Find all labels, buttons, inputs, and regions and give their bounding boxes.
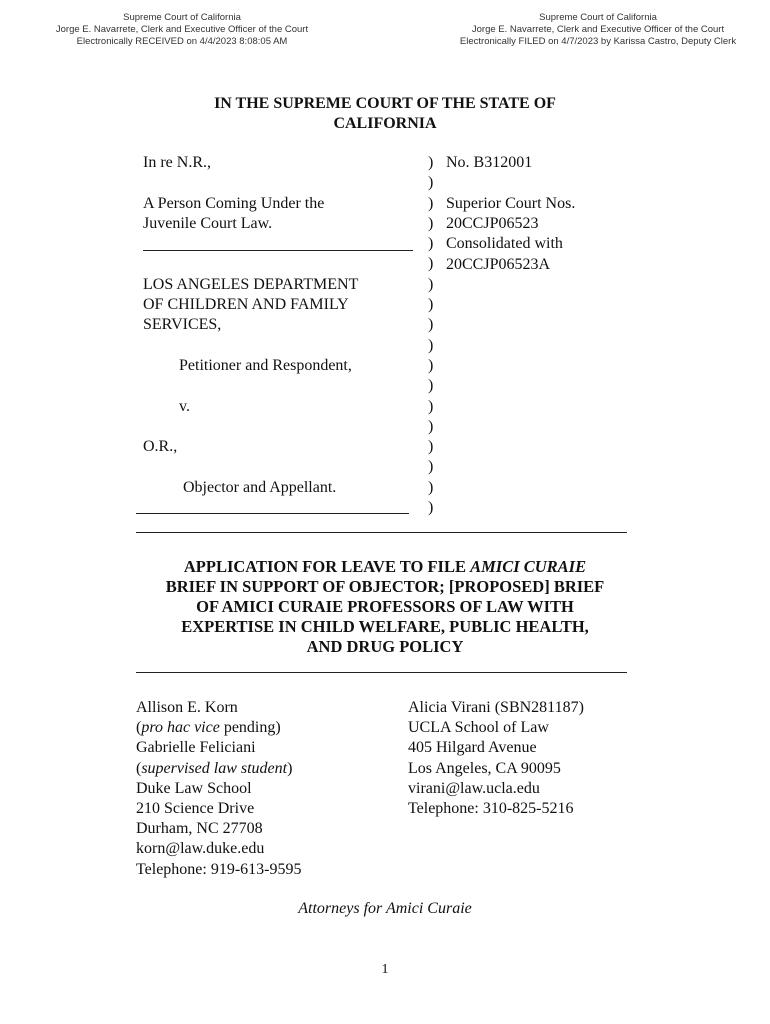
counsel-status-korn-italic: pro hac vice (141, 719, 220, 737)
court-title-line2: CALIFORNIA (333, 115, 437, 132)
paren: ) (428, 235, 434, 253)
counsel-right-phone: Telephone: 310-825-5216 (408, 799, 574, 817)
counsel-status-feliciani-italic: supervised law student (141, 759, 288, 777)
case-number: No. B312001 (446, 154, 533, 171)
paren: ) (428, 194, 434, 212)
application-title-line3: OF AMICI CURAIE PROFESSORS OF LAW WITH (196, 597, 574, 616)
caption-paren-column (428, 153, 433, 518)
versus: v. (179, 398, 190, 415)
paren: ) (428, 458, 434, 476)
counsel-name-feliciani: Gabrielle Feliciani (136, 739, 256, 757)
person-line2: Juvenile Court Law. (143, 215, 273, 232)
petitioner-line3: SERVICES, (143, 316, 222, 333)
received-stamp-court: Supreme Court of California (123, 12, 241, 23)
paren: ) (428, 214, 434, 232)
paren: ) (428, 438, 434, 456)
counsel-left-email: korn@law.duke.edu (136, 840, 265, 858)
filed-stamp-clerk: Jorge E. Navarrete, Clerk and Executive Officer of the Court (471, 24, 725, 35)
consolidated-with: Consolidated with (446, 235, 563, 252)
counsel-status-korn-suffix: pending) (219, 719, 281, 737)
paren: ) (428, 316, 434, 334)
paren: ) (428, 478, 434, 496)
counsel-left (136, 698, 302, 880)
paren: ) (428, 499, 434, 517)
paren: ) (428, 154, 434, 171)
court-title (150, 94, 620, 134)
court-title-line1: IN THE SUPREME COURT OF THE STATE OF (214, 95, 556, 112)
filed-stamp-court: Supreme Court of California (539, 12, 657, 23)
caption-divider-lower (136, 513, 409, 514)
application-title-line1-italic: AMICI CURAIE (470, 557, 587, 576)
counsel-right-email: virani@law.ucla.edu (408, 779, 540, 797)
petitioner-role: Petitioner and Respondent, (179, 357, 352, 374)
paren: ) (428, 377, 434, 395)
superior-court-number-2: 20CCJP06523A (446, 256, 551, 273)
counsel-right-street: 405 Hilgard Avenue (408, 739, 537, 757)
application-title-line5: AND DRUG POLICY (306, 637, 464, 656)
paren: ) (428, 397, 434, 415)
petitioner-line2: OF CHILDREN AND FAMILY (143, 296, 349, 313)
attorneys-for-party: Amici Curaie (385, 900, 472, 917)
objector-role: Objector and Appellant. (183, 479, 337, 496)
application-title (130, 557, 640, 657)
caption-divider-upper (143, 250, 413, 251)
filed-stamp-date: Electronically FILED on 4/7/2023 by Karissa Castro, Deputy Clerk (459, 36, 737, 47)
received-stamp-date: Electronically RECEIVED on 4/4/2023 8:08:05 AM (76, 36, 288, 47)
counsel-left-street: 210 Science Drive (136, 799, 255, 817)
paren: ) (428, 275, 434, 293)
application-title-line2: BRIEF IN SUPPORT OF OBJECTOR; [PROPOSED] BRIEF (165, 577, 605, 596)
counsel-name-korn: Allison E. Korn (136, 699, 238, 716)
in-re: In re N.R., (143, 154, 211, 171)
petitioner-line1: LOS ANGELES DEPARTMENT (143, 276, 359, 293)
received-stamp-clerk: Jorge E. Navarrete, Clerk and Executive Officer of the Court (55, 24, 309, 35)
paren: ) (428, 356, 434, 374)
paren: ) (428, 296, 434, 314)
attorneys-for (0, 900, 770, 918)
objector: O.R., (143, 438, 178, 455)
counsel-left-phone: Telephone: 919-613-9595 (136, 860, 302, 878)
counsel-right (408, 698, 584, 819)
application-title-line1-text: APPLICATION FOR LEAVE TO FILE (183, 557, 471, 576)
counsel-status-feliciani: (supervised law student) (136, 759, 293, 777)
superior-court-label: Superior Court Nos. (446, 195, 576, 212)
superior-court-number-1: 20CCJP06523 (446, 215, 539, 232)
paren: ) (428, 336, 434, 354)
counsel-right-school: UCLA School of Law (408, 719, 549, 737)
page-number: 1 (381, 962, 389, 977)
rule-above-title (136, 532, 627, 533)
counsel-status-korn: (pro hac vice pending) (136, 719, 281, 737)
application-title-line1 (130, 557, 640, 577)
counsel-left-school: Duke Law School (136, 779, 252, 797)
received-stamp (48, 12, 316, 48)
counsel-name-virani: Alicia Virani (SBN281187) (408, 699, 584, 716)
counsel-left-city: Durham, NC 27708 (136, 820, 263, 838)
filed-stamp (452, 12, 744, 48)
rule-below-title (136, 672, 627, 673)
paren: ) (428, 417, 434, 435)
counsel-right-city: Los Angeles, CA 90095 (408, 759, 561, 777)
person-line1: A Person Coming Under the (143, 195, 325, 212)
application-title-line4: EXPERTISE IN CHILD WELFARE, PUBLIC HEALTH, (181, 617, 589, 636)
paren: ) (428, 255, 434, 273)
paren: ) (428, 174, 434, 192)
attorneys-for-prefix: Attorneys for (298, 900, 386, 917)
